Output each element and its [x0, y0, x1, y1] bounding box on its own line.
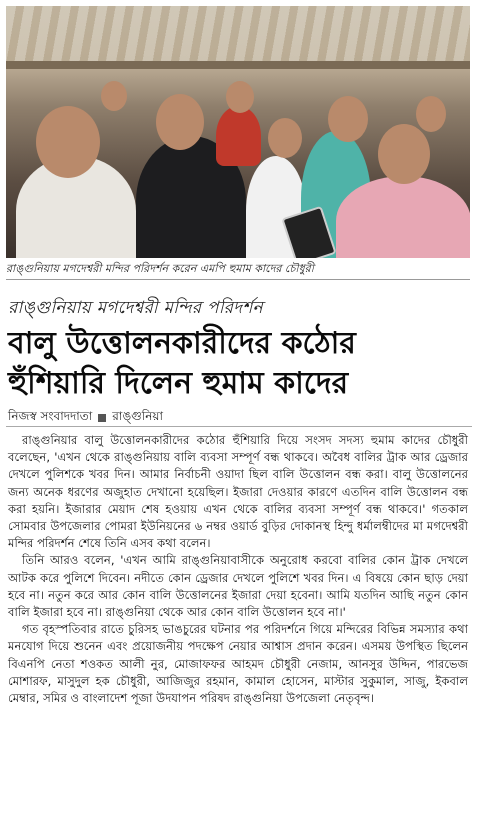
person-red-shirt	[216, 106, 261, 166]
person-head	[416, 96, 446, 132]
person-head	[226, 81, 254, 113]
person-head	[156, 94, 204, 150]
roof-beam	[6, 61, 470, 69]
kicker: রাঙ্গুনিয়ায় মগদেশ্বরী মন্দির পরিদর্শন	[8, 298, 263, 318]
paragraph-2: তিনি আরও বলেন, 'এখন আমি রাঙ্গুনিয়াবাসীকে অনুরোধ করবো বালির কোন ট্রাক দেখলে আটক করে পুলিশে দিবেন। নদীতে কোন ড্রেজার দেখলে পুলিশে খবর দিন। এ বিষয়ে কোন ছাড় দেয়া হবে না। নতুন করে আর কোন বালি উত্তোলনের ইজারা দেয়া হবেনা। আমি যতদিন আছি নতুন কোন বালি ইজারা হবে না। রাঙ্গুনিয়া থেকে আর কোন বালি উত্তোলন হবে না।'	[8, 553, 468, 620]
person-head	[328, 96, 368, 142]
byline-reporter: নিজস্ব সংবাদদাতা	[8, 409, 93, 423]
byline	[8, 408, 470, 428]
headline	[8, 324, 470, 404]
person-head	[378, 124, 430, 184]
headline-line-1: বালু উত্তোলনকারীদের কঠোর	[8, 326, 356, 361]
person-pink-shirt	[336, 176, 470, 258]
byline-location: রাঙ্গুনিয়া	[112, 409, 163, 423]
person-head	[36, 106, 100, 178]
photo-caption: রাঙ্গুনিয়ায় মগদেশ্বরী মন্দির পরিদর্শন করেন এমপি হুমাম কাদের চৌধুরী	[6, 262, 470, 280]
person-head	[268, 118, 302, 158]
square-bullet-icon	[98, 414, 106, 422]
paragraph-3: গত বৃহস্পতিবার রাতে চুরিসহ ভাঙচুরের ঘটনার পর পরিদর্শনে গিয়ে মন্দিরের বিভিন্ন সমস্যার কথা মনযোগ দিয়ে শুনেন এবং প্রয়োজনীয় পদক্ষেপ নেয়ার আশ্বাস প্রদান করেন। এসময় উপস্থিত ছিলেন বিএনপি নেতা শওকত আলী নুর, মোজাফফর আহমদ চৌধুরী নেজাম, আনসুর উদ্দিন, পারভেজ মোশারফ, মাসুদুল হক চৌধুরী, আজিজুর রহমান, কামাল হোসেন, মাস্টার সুকুমাল, সাজু, ইকবাল মেম্বার, সমির ও বাংলাদেশ পূজা উদযাপন পরিষদ রাঙ্গুনিয়া উপজেলা নেতৃবৃন্দ।	[8, 622, 468, 706]
shed-roof	[6, 6, 470, 68]
headline-line-2: হুঁশিয়ারি দিলেন হুমাম কাদের	[8, 366, 349, 401]
paragraph-1: রাঙ্গুনিয়ার বালু উত্তোলনকারীদের কঠোর হুঁশিয়ারি দিয়ে সংসদ সদস্য হুমাম কাদের চৌধুরী বলেছেন, 'এখন থেকে রাঙ্গুনিয়ায় বালি ব্যবসা সম্পূর্ণ বন্ধ থাকবে। অবৈধ বালির ট্রাক আর ড্রেজার দেখলে পুলিশকে খবর দিন। আমার নির্বাচনী ওয়াদা ছিল বালি উত্তোলন বন্ধ করা। বালু উত্তোলনের জন্য অনেক ধরণের অজুহাত দেখানো হয়েছিল। ইজারা দেওয়ার কারণে এতদিন বালি উত্তোলন বন্ধ করা হয়নি। ইজারার মেয়াদ শেষ হওয়ায় এখন থেকে বালির ব্যবসা সম্পূর্ণ বন্ধ থাকবে।' গতকাল সোমবার উপজেলার পোমরা ইউনিয়নের ৬ নম্বর ওয়ার্ড বুড়ির দোকানস্থ হিন্দু ধর্মালম্বীদের মা মগদেশ্বরী মন্দির পরিদর্শন শেষে তিনি এসব কথা বলেন।	[8, 433, 468, 551]
news-photo	[6, 6, 470, 258]
divider	[6, 426, 472, 427]
article-body	[8, 432, 468, 707]
person-head	[101, 81, 127, 111]
